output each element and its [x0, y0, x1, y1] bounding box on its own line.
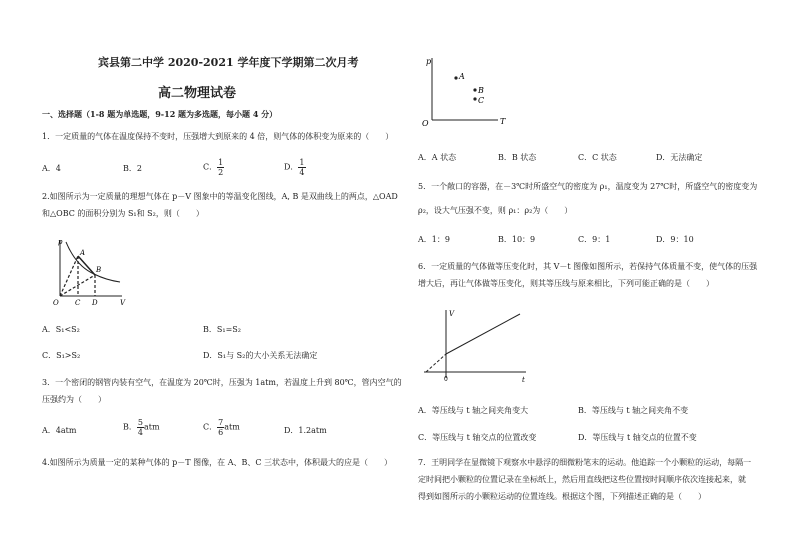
q3-option-a: A．4atm: [42, 426, 77, 435]
q6-option-a: A．等压线与 t 轴之间夹角变大: [418, 406, 529, 415]
q2-option-b: B．S₁=S₂: [203, 325, 241, 334]
q4-option-b: B．B 状态: [498, 153, 537, 162]
q4-pt-graph: [420, 52, 510, 130]
question-7-line-2: 定时间把小颗粒的位置记录在坐标纸上，然后用直线把这些位置按时间顺序依次连接起来，就: [418, 475, 746, 484]
q4-option-a: A．A 状态: [418, 153, 457, 162]
q1-option-d: D． $\frac{1}{4}$: [284, 158, 305, 177]
q1-option-a: A．4: [42, 164, 61, 173]
question-5-line-2: ρ₂，设大气压强不变，则 ρ₁：ρ₂为（ ）: [418, 206, 573, 215]
q6-axis-t: t: [522, 376, 525, 384]
q4-axis-p: p: [426, 57, 432, 66]
question-7-line-3: 得到如图所示的小颗粒运动的位置连线。根据这个图，下列描述正确的是（ ）: [418, 492, 706, 501]
q6-option-d: D．等压线与 t 轴交点的位置不变: [578, 433, 697, 442]
q2-point-b: B: [96, 266, 102, 274]
q4-option-d: D．无法确定: [656, 153, 703, 162]
q2-axis-v: V: [120, 299, 126, 306]
q4-option-c: C．C 状态: [578, 153, 617, 162]
q4-origin: O: [422, 119, 429, 128]
q1-option-c: C． $\frac{1}{2}$: [203, 158, 224, 177]
question-3-line-1: 3．一个密闭的钢管内装有空气，在温度为 20℃时，压强为 1atm，若温度上升到 80℃，管内空气的: [42, 378, 402, 387]
q2-origin: O: [53, 299, 59, 306]
q6-option-b: B．等压线与 t 轴之间夹角不变: [578, 406, 689, 415]
section-heading: 一、选择题（1-8 题为单选题，9-12 题为多选题，每小题 4 分）: [42, 109, 278, 119]
q4-point-a: A: [459, 72, 465, 81]
q3-option-c: C． $\frac{7}{6}$ atm: [203, 418, 240, 437]
q5-option-b: B．10：9: [498, 235, 536, 244]
q5-option-c: C．9：1: [578, 235, 611, 244]
q2-point-a: A: [80, 249, 86, 257]
q6-origin: 0: [444, 376, 448, 383]
q5-option-d: D．9：10: [656, 235, 694, 244]
q3-option-d: D．1.2atm: [284, 426, 327, 435]
q2-option-c: C．S₁>S₂: [42, 351, 81, 360]
q2-pv-graph: [50, 234, 130, 306]
q4-point-b: B: [478, 86, 484, 95]
question-1-text: 1．一定质量的气体在温度保持不变时，压强增大到原来的 4 倍，则气体的体积变为原来的（ ）: [42, 132, 394, 141]
q2-axis-p: p: [58, 238, 63, 246]
question-3-line-2: 压强约为（ ）: [42, 395, 106, 404]
exam-subtitle: 高二物理试卷: [158, 86, 237, 101]
question-6-line-1: 6．一定质量的气体做等压变化时，其 V－t 图像如图所示，若保持气体质量不变，使气体的压强: [418, 262, 758, 271]
q2-option-d: D．S₁与 S₂的大小关系无法确定: [203, 351, 318, 360]
q4-point-c: C: [478, 96, 485, 105]
question-2-line-2: 和△OBC 的面积分别为 S₁和 S₂，则（ ）: [42, 209, 204, 218]
q5-option-a: A．1：9: [418, 235, 450, 244]
question-7-line-1: 7．王明同学在显微镜下观察水中悬浮的细微粉笔末的运动。他追踪一个小颗粒的运动，每隔一: [418, 458, 752, 467]
q6-option-c: C．等压线与 t 轴交点的位置改变: [418, 433, 537, 442]
question-6-line-2: 增大后，再让气体做等压变化，则其等压线与原来相比，下列可能正确的是（ ）: [418, 279, 714, 288]
question-5-line-1: 5．一个敞口的容器，在－3℃时所盛空气的密度为 ρ₁，温度变为 27℃时，所盛空气的密度变为: [418, 182, 758, 191]
q2-tick-d: D: [92, 299, 98, 306]
q3-option-b: B． $\frac{5}{4}$ atm: [123, 418, 160, 437]
q2-option-a: A．S₁<S₂: [42, 325, 80, 334]
q2-tick-c: C: [75, 299, 81, 306]
q6-vt-graph: [422, 306, 532, 386]
question-4-text: 4.如图所示为质量一定的某种气体的 p－T 图像，在 A、B、C 三状态中，体积最大的应是（ ）: [42, 458, 393, 467]
q4-axis-t: T: [500, 117, 506, 126]
question-2-line-1: 2.如图所示为一定质量的理想气体在 p－V 图象中的等温变化图线，A, B 是双曲线上的两点，△OAD: [42, 192, 398, 201]
q6-axis-v: V: [449, 310, 455, 318]
q1-option-b: B．2: [123, 164, 142, 173]
exam-title: 宾县第二中学 2020-2021 学年度下学期第二次月考: [98, 56, 359, 69]
